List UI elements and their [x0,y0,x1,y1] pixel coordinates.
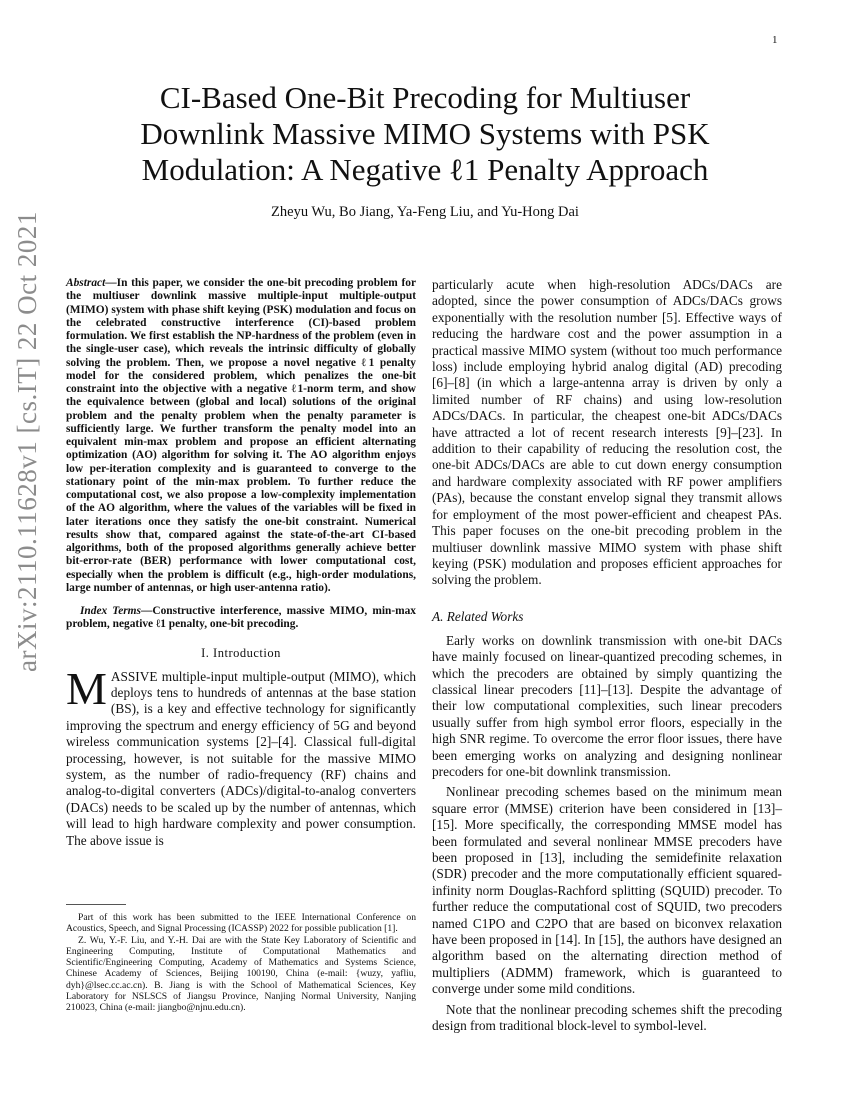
abstract-label: Abstract [66,277,106,289]
page-number: 1 [772,34,778,46]
index-terms-text: —Constructive interference, massive MIMO, min-max problem, negative ℓ1 penalty, one-bit precoding. [66,605,416,631]
index-terms [66,605,416,632]
paper-authors: Zheyu Wu, Bo Jiang, Ya-Feng Liu, and Yu-Hong Dai [271,204,579,220]
abstract-text: —In this paper, we consider the one-bit precoding problem for the multiuser downlink massive multiple-input multiple-output (MIMO) system with phase shift keying (PSK) modulation and focus on the celebrated constructive interference (CI)-based problem formulation. We first establish the NP-hardness of the problem (even in the single-user case), which reveals the intrinsic difficulty of globally solving the problem. Then, we propose a novel negative ℓ1 penalty model for the considered problem, which penalizes the one-bit constraint into the objective with a negative ℓ1-norm term, and show the equivalence between (global and local) solutions of the original problem and the penalty problem when the penalty parameter is sufficiently large. We further transform the penalty model into an equivalent min-max problem and propose an efficient alternating optimization (AO) algorithm for solving it. The AO algorithm enjoys low per-iteration complexity and is guaranteed to converge to the stationary point of the min-max problem. To further reduce the computational cost, we also propose a low-complexity implementation of the AO algorithm, where the values of the variables will be fixed in later iterations once they satisfy the one-bit constraint. Numerical results show that, compared against the state-of-the-art CI-based algorithms, both of the proposed algorithms generally achieve better bit-error-rate (BER) performance with lower computational cost, especially when the problem is difficult (e.g., high-order modulations, large number of antennas, or high user-antenna ratio). [66,277,416,594]
right-column [432,277,782,1034]
drop-cap: M [66,662,107,714]
index-terms-label: Index Terms [80,605,141,617]
intro-paragraph-text: ASSIVE multiple-input multiple-output (MIMO), which deploys tens to hundreds of antennas at the base station (BS), is a key and effective technology for significantly improving the spectrum and energy efficiency of 5G and beyond wireless communication systems [2]–[4]. Classical full-digital processing, however, is not suitable for the massive MIMO system, as the number of radio-frequency (RF) chains and analog-to-digital converters (ADCs)/digital-to-analog converters (DACs) needs to be scaled up by the number of antennas, which will lead to high hardware complexity and power consumption. The above issue is [66,668,416,848]
left-column [66,277,416,849]
body-paragraph-1: particularly acute when high-resolution ADCs/DACs are adopted, since the power consumption of ADCs/DACs grows exponentially with the resolution number [5]. Effective ways of reducing the hardware cost and the power assumption in a practical massive MIMO system (without too much performance loss) include employing hybrid analog digital (AD) precoding [6]–[8] (in which a large-antenna array is driven by only a limited number of RF chains) and using low-resolution ADCs/DACs. In particular, the cheapest one-bit ADCs/DACs have attracted a lot of recent research interests [9]–[23]. In addition to their capability of reducing the resolution cost, the one-bit ADCs/DACs are able to cut down energy consumption and hardware complexity associated with RF power amplifiers (PAs), because the constant envelop signal they transmit allows for employment of the most power-efficient and cheapest PAs. This paper focuses on the one-bit precoding problem in the multiuser downlink massive MIMO system with phase shift keying (PSK) modulation and proposes efficient approaches for solving the problem. [432,277,782,588]
intro-paragraph [66,662,416,849]
paper-title: CI-Based One-Bit Precoding for Multiuser Downlink Massive MIMO Systems with PSK Modulation: A Negative ℓ1 Penalty Approach [140,80,710,187]
body-paragraph-4: Note that the nonlinear precoding schemes shift the precoding design from traditional block-level to symbol-level. [432,1001,782,1034]
arxiv-identifier: arXiv:2110.11628v1 [cs.IT] 22 Oct 2021 [12,211,42,672]
footnote-rule [66,904,126,905]
section-heading-introduction: I. Introduction [201,645,281,660]
body-paragraph-3: Nonlinear precoding schemes based on the minimum mean square error (MMSE) criterion have been considered in [13]–[15]. More specifically, the corresponding MMSE model has been formulated and several nonlinear MMSE precoders have been proposed in [13], including the semidefinite relaxation (SDR) precoder and the more computationally efficient squared-infinity norm Douglas-Rachford splitting (SQUID) precoder. To further reduce the computational cost of SQUID, two precoders named C1PO and C2PO that are based on biconvex relaxation have been proposed in [14]. In [15], the authors have designed an algorithm based on the alternating direction method of multipliers (ADMM) framework, which is guaranteed to converge under some mild conditions. [432,784,782,997]
footnote-2: Z. Wu, Y.-F. Liu, and Y.-H. Dai are with the State Key Laboratory of Scientific and Engineering Computing, Institute of Computational Mathematics and Scientific/Engineering Computing, Academy of Mathematics and Systems Science, Chinese Academy of Sciences, Beijing 100190, China (e-mail: {wuzy, yafliu, dyh}@lsec.cc.ac.cn). B. Jiang is with the School of Mathematical Sciences, Key Laboratory for NSLSCS of Jiangsu Province, Nanjing Normal University, Nanjing 210023, China (e-mail: jiangbo@njnu.edu.cn). [66,934,416,1014]
footnote-1: Part of this work has been submitted to the IEEE International Conference on Acoustics, Speech, and Signal Processing (ICASSP) 2022 for possible publication [1]. [66,912,416,935]
subsection-heading-related-works: A. Related Works [432,608,524,624]
body-paragraph-2: Early works on downlink transmission with one-bit DACs have mainly focused on linear-quantized precoding schemes, in which the precoders are obtained by simply quantizing the classical linear precoders [11]–[13]. Despite the advantage of their low computational complexities, such linear precoders usually suffer from high symbol error floors, especially in the high SNR regime. To overcome the error floor issues, there have been emerging works on analyzing and designing nonlinear precoders for one-bit downlink transmission. [432,632,782,779]
abstract [66,277,416,595]
footnotes [66,912,416,1014]
